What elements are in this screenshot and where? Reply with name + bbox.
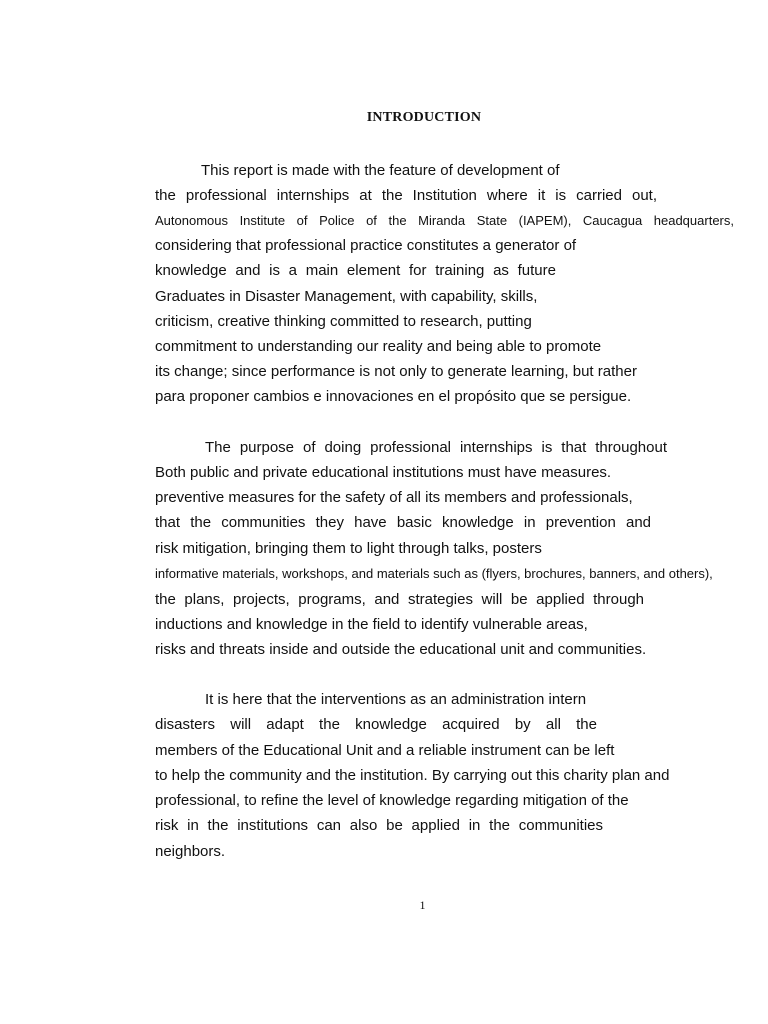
paragraph-1-line-2: the professional internships at the Institution where it is carried out, (155, 187, 657, 204)
paragraph-2-line-4: that the communities they have basic knowledge in prevention and (155, 514, 651, 531)
paragraph-3-line-4: to help the community and the institution. By carrying out this charity plan and (155, 767, 670, 784)
paragraph-2-line-9: risks and threats inside and outside the educational unit and communities. (155, 641, 647, 658)
paragraph-2-line-2: Both public and private educational institutions must have measures. (155, 464, 612, 481)
paragraph-1-line-9: its change; since performance is not only to generate learning, but rather (155, 363, 637, 380)
paragraph-2-line-8: inductions and knowledge in the field to identify vulnerable areas, (155, 616, 588, 633)
paragraph-3-line-1: It is here that the interventions as an administration intern (205, 691, 587, 708)
paragraph-1-line-6: Graduates in Disaster Management, with capability, skills, (155, 288, 538, 305)
paragraph-1-line-4: considering that professional practice constitutes a generator of (155, 237, 577, 254)
paragraph-1-line-10: para proponer cambios e innovaciones en el propósito que se persigue. (155, 388, 632, 405)
paragraph-3-line-2: disasters will adapt the knowledge acquired by all the (155, 716, 597, 733)
paragraph-2-line-7: the plans, projects, programs, and strategies will be applied through (155, 591, 644, 608)
paragraph-3-line-6: risk in the institutions can also be applied in the communities (155, 817, 603, 834)
paragraph-3-line-5: professional, to refine the level of knowledge regarding mitigation of the (155, 792, 629, 809)
paragraph-1-line-8: commitment to understanding our reality and being able to promote (155, 338, 602, 355)
page-title: INTRODUCTION (366, 110, 482, 125)
page-number: 1 (419, 898, 426, 912)
paragraph-2-line-1: The purpose of doing professional internships is that throughout (205, 439, 667, 456)
paragraph-2-line-3: preventive measures for the safety of all its members and professionals, (155, 489, 633, 506)
paragraph-1-line-7: criticism, creative thinking committed to research, putting (155, 313, 532, 330)
paragraph-3-line-7: neighbors. (155, 843, 226, 860)
paragraph-1-line-1: This report is made with the feature of development of (201, 162, 560, 179)
paragraph-1-line-5: knowledge and is a main element for training as future (155, 262, 556, 279)
paragraph-3-line-3: members of the Educational Unit and a reliable instrument can be left (155, 742, 615, 759)
paragraph-1-line-3: Autonomous Institute of Police of the Miranda State (IAPEM), Caucagua headquarters, (155, 213, 734, 228)
paragraph-2-line-5: risk mitigation, bringing them to light through talks, posters (155, 540, 542, 557)
paragraph-2-line-6: informative materials, workshops, and materials such as (flyers, brochures, banners, and others), (155, 566, 713, 581)
